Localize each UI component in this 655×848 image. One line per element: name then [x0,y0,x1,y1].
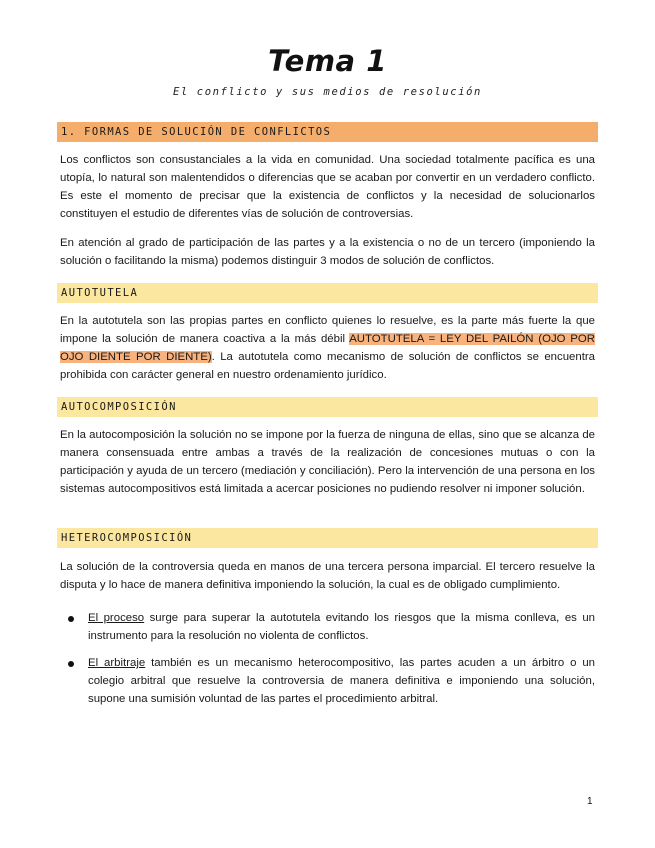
section-heading-autocomposicion: AUTOCOMPOSICIÓN [57,397,598,417]
autotutela-text-after: . La autotutela como mecanismo de solución de conflictos se encuentra prohibida con carácter general en nuestro ordenamiento jurídico. [60,351,595,381]
section-heading-formas: 1. FORMAS DE SOLUCIÓN DE CONFLICTOS [57,122,598,142]
text-proceso: surge para superar la autotutela evitando los riesgos que la misma conlleva, es un instrumento para la resolución no violenta de conflictos. [88,612,595,642]
bullet-icon [68,661,74,667]
list-item-arbitraje [88,654,595,708]
document-title: Tema 1 [268,44,387,78]
autotutela-highlight: AUTOTUTELA = LEY DEL PAILÓN (OJO POR OJO DIENTE POR DIENTE) [60,333,595,363]
term-arbitraje: El arbitraje [88,657,146,669]
term-proceso: El proceso [88,612,145,624]
paragraph-autotutela [60,312,595,384]
document-subtitle: El conflicto y sus medios de resolución [173,86,482,98]
section-heading-heterocomposicion: HETEROCOMPOSICIÓN [57,528,598,548]
paragraph-heterocomposicion: La solución de la controversia queda en manos de una tercera persona imparcial. El tercero resuelve la disputa y lo hace de manera definitiva imponiendo la solución, la cual es de obligado cumplimiento. [60,561,595,591]
paragraph-modos-solucion: En atención al grado de participación de las partes y a la existencia o no de un tercero (imponiendo la solución o facilitando la misma) podemos distinguir 3 modos de solución de conflictos. [60,237,595,267]
autotutela-text-before: En la autotutela son las propias partes en conflicto quienes lo resuelve, es la parte más fuerte la que impone la solución de manera coactiva a la más débil [60,315,595,345]
text-arbitraje: también es un mecanismo heterocompositivo, las partes acuden a un árbitro o un colegio arbitral que resuelve la controversia de manera definitiva e imponiendo una solución, supone una sumisión voluntad de las partes el procedimiento arbitral. [88,657,595,705]
section-heading-autotutela: AUTOTUTELA [57,283,598,303]
paragraph-autocomposicion: En la autocomposición la solución no se impone por la fuerza de ninguna de ellas, sino que se alcanza de manera consensuada entre ambas a través de la realización de concesiones mutuas o con la participación y ayuda de un tercero (mediación y conciliación). Pero la intervención de una persona en los sistemas autocompositivos está limitada a acercar posiciones no pudiendo resolver ni imponer solución. [60,429,595,495]
page-number: 1 [587,796,593,807]
bullet-icon [68,616,74,622]
list-item-proceso [88,609,595,645]
paragraph-conflictos: Los conflictos son consustanciales a la vida en comunidad. Una sociedad totalmente pacífica es una utopía, lo natural son malentendidos o diferencias que se acaban por convertir en un verdadero conflicto. Es este el momento de precisar que la existencia de conflictos y la necesidad de solucionarlos constituyen el estudio de diferentes vías de solución de controversias. [60,154,595,220]
